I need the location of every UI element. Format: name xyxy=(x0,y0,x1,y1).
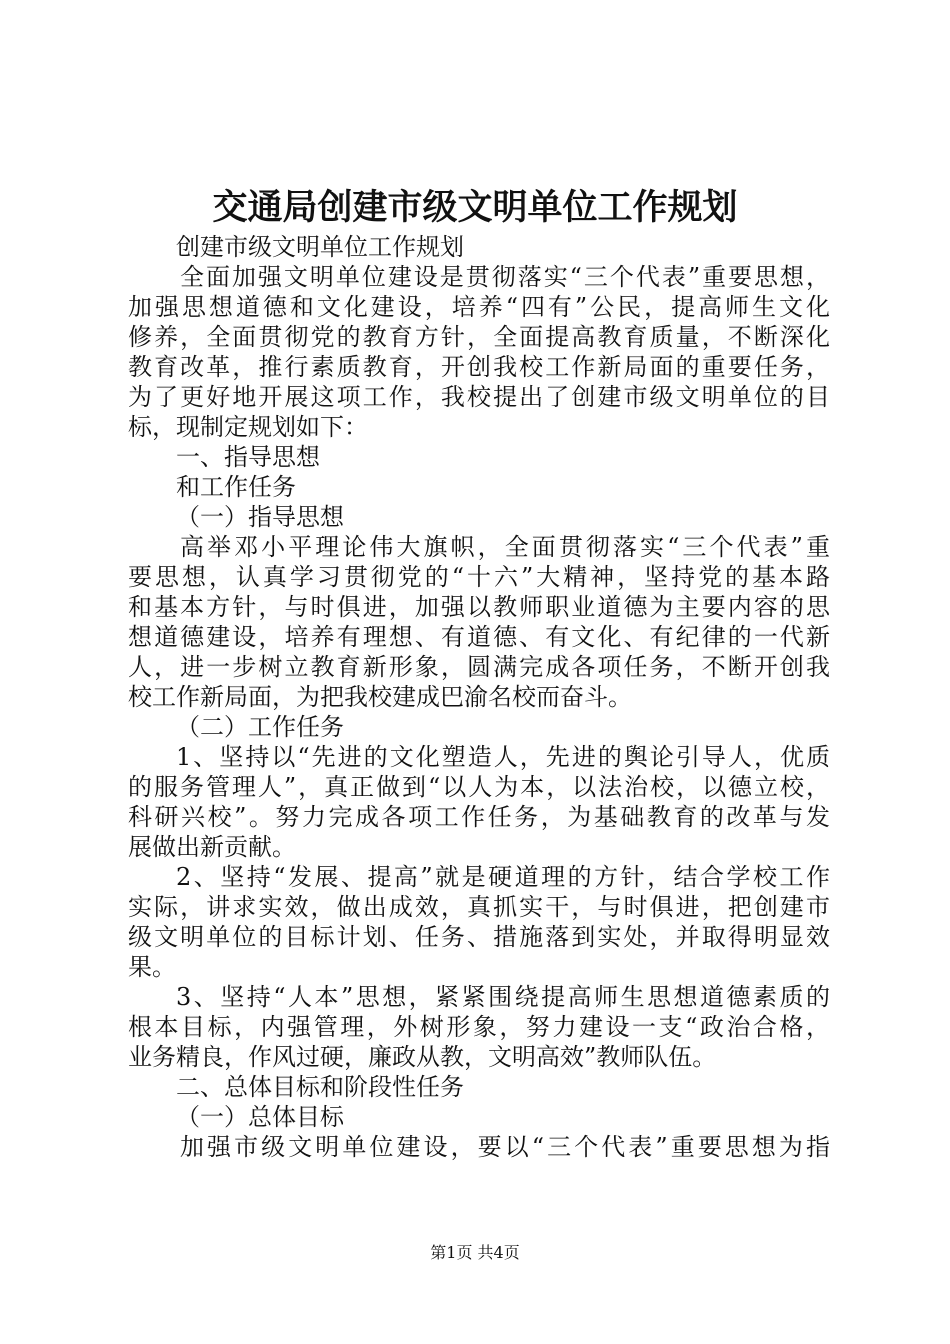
text-line: 业务精良，作风过硬，廉政从教，文明高效”教师队伍。 xyxy=(128,1043,717,1071)
text-line: 标，现制定规划如下： xyxy=(128,413,368,441)
text-line: 全面加强文明单位建设是贯彻落实“三个代表”重要思想， xyxy=(180,263,830,291)
text-line: 级文明单位的目标计划、任务、措施落到实处，并取得明显效 xyxy=(128,923,830,951)
text-line: 想道德建设，培养有理想、有道德、有文化、有纪律的一代新 xyxy=(128,623,830,651)
text-line: 创建市级文明单位工作规划 xyxy=(176,233,464,261)
text-line: 加强思想道德和文化建设，培养“四有”公民，提高师生文化 xyxy=(128,293,830,321)
text-line: 果。 xyxy=(128,953,176,981)
text-line: 教育改革，推行素质教育，开创我校工作新局面的重要任务， xyxy=(128,353,830,381)
text-line: 人，进一步树立教育新形象，圆满完成各项任务，不断开创我 xyxy=(128,653,830,681)
text-line: （二）工作任务 xyxy=(176,713,344,741)
text-line: 一、指导思想 xyxy=(176,443,320,471)
text-line: 3、坚持“人本”思想，紧紧围绕提高师生思想道德素质的 xyxy=(176,983,830,1011)
text-line: 二、总体目标和阶段性任务 xyxy=(176,1073,464,1101)
text-line: 和基本方针，与时俱进，加强以教师职业道德为主要内容的思 xyxy=(128,593,830,621)
text-line: （一）指导思想 xyxy=(176,503,344,531)
text-line: 的服务管理人”，真正做到“以人为本，以法治校，以德立校， xyxy=(128,773,830,801)
text-line: 2、坚持“发展、提高”就是硬道理的方针，结合学校工作 xyxy=(176,863,830,891)
text-line: 修养，全面贯彻党的教育方针，全面提高教育质量，不断深化 xyxy=(128,323,830,351)
document-body xyxy=(128,232,830,1162)
page-footer: 第1页 共4页 xyxy=(430,1243,520,1262)
text-line: 和工作任务 xyxy=(176,473,296,501)
text-line: 科研兴校”。努力完成各项工作任务，为基础教育的改革与发 xyxy=(128,803,830,831)
text-line: 展做出新贡献。 xyxy=(128,833,296,861)
text-line: 实际，讲求实效，做出成效，真抓实干，与时俱进，把创建市 xyxy=(128,893,830,921)
document-title: 交通局创建市级文明单位工作规划 xyxy=(212,187,738,228)
text-line: 校工作新局面，为把我校建成巴渝名校而奋斗。 xyxy=(128,683,632,711)
text-line: 根本目标，内强管理，外树形象，努力建设一支“政治合格， xyxy=(128,1013,830,1041)
text-line: （一）总体目标 xyxy=(176,1103,344,1131)
text-line: 高举邓小平理论伟大旗帜，全面贯彻落实“三个代表”重 xyxy=(180,533,830,561)
text-line: 加强市级文明单位建设，要以“三个代表”重要思想为指 xyxy=(180,1133,830,1161)
text-line: 为了更好地开展这项工作，我校提出了创建市级文明单位的目 xyxy=(128,383,830,411)
text-line: 1、坚持以“先进的文化塑造人，先进的舆论引导人，优质 xyxy=(176,743,830,771)
text-line: 要思想，认真学习贯彻党的“十六”大精神，坚持党的基本路 xyxy=(128,563,830,591)
